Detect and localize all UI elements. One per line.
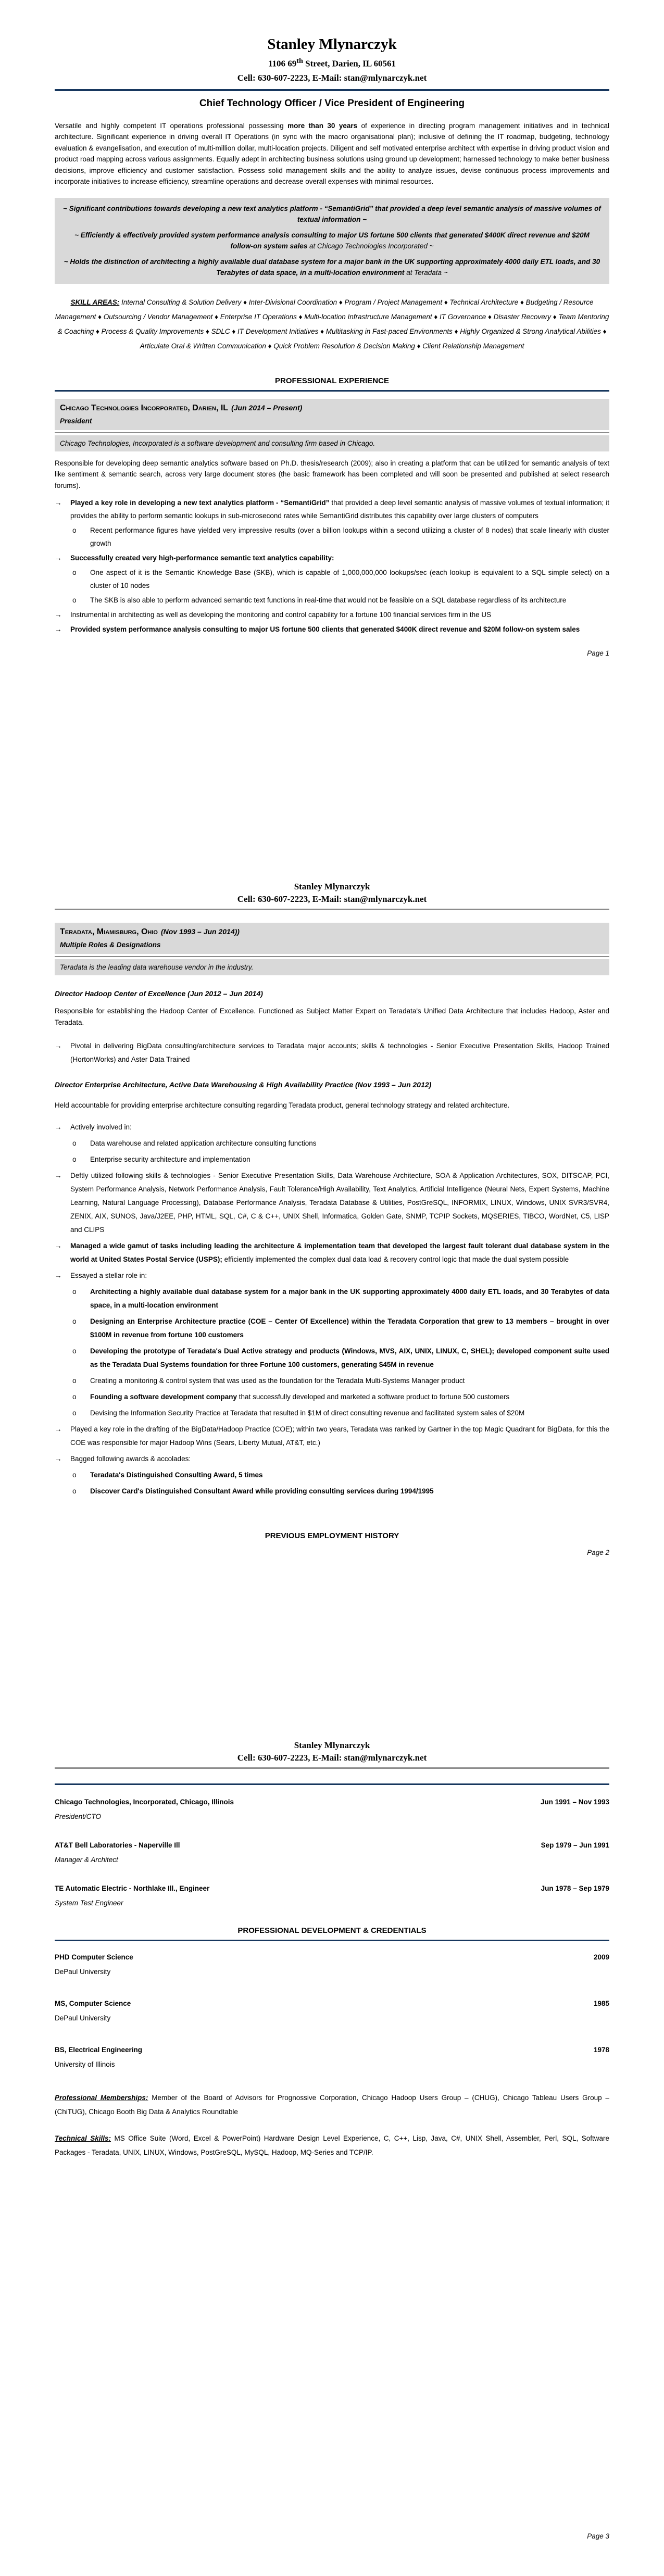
employment-company: AT&T Bell Laboratories - Naperville Ill <box>55 1841 180 1849</box>
role-intro-paragraph: Responsible for developing deep semantic analytics software based on Ph.D. thesis/research (2009); also in creating a platform that can be utilized for semantic analysis of text like sentiment & semantic search, across very large document stores (the basic framework has been completed and will soon be presented and published at select research forums). <box>55 459 609 489</box>
page-1 <box>0 0 664 859</box>
arrow-bullet-icon: → <box>55 1271 62 1279</box>
bullet-item: → Played a key role in the drafting of the BigData/Hadoop Practice (COE); within two years, Teradata was ranked by Gartner in the top Magic Quadrant for BigData, for this the COE was responsible for major Hadoop Wins (Sears, Liberty Mutual, AT&T, etc.) <box>55 1423 609 1450</box>
arrow-bullet-icon: → <box>55 1123 62 1131</box>
employment-company: Chicago Technologies, Incorporated, Chicago, Illinois <box>55 1798 234 1806</box>
bullet-item: → Essayed a stellar role in: <box>55 1269 609 1283</box>
employment-dates: Jun 1978 – Sep 1979 <box>541 1884 609 1892</box>
section-title-previous-employment: PREVIOUS EMPLOYMENT HISTORY <box>265 1531 399 1540</box>
bullet-item: → Instrumental in architecting as well as developing the monitoring and control capability for a fortune 100 financial services firm in the US <box>55 608 609 621</box>
page-3 <box>0 1717 664 2576</box>
bullet-item: → Provided system performance analysis consulting to major US fortune 500 clients that generated $400K direct revenue and $20M follow-on system sales <box>55 623 609 636</box>
candidate-name: Stanley Mlynarczyk <box>294 1740 370 1750</box>
circle-bullet-icon: o <box>72 1287 77 1296</box>
employer-name: Chicago Technologies Incorporated, Darien, IL <box>60 403 229 412</box>
education-year: 1985 <box>593 2000 609 2007</box>
skill-areas-label: SKILL AREAS: <box>70 298 120 306</box>
candidate-contact: Cell: 630-607-2223, E-Mail: stan@mlynarczyk.net <box>237 1753 427 1763</box>
page-number: Page 2 <box>587 1548 609 1556</box>
employer-header-teradata <box>55 923 609 975</box>
skill-areas-list: Internal Consulting & Solution Delivery ♦ Inter-Divisional Coordination ♦ Program / Project Management ♦ Technical Architecture ♦ Budgeting / Resource Management ♦ Outsourcing / Vendor Management ♦ Enterprise IT Operations ♦ Multi-location Infrastructure Management ♦ IT Governance ♦ Disaster Recovery ♦ Team Mentoring & Coaching ♦ Process & Quality Improvements ♦ SDLC ♦ IT Development Initiatives ♦ Multitasking in Fast-paced Environments ♦ Highly Organized & Strong Analytical Abilities ♦ Articulate Oral & Written Communication ♦ Quick Problem Resolution & Decision Making ♦ Client Relationship Management <box>55 298 609 350</box>
education-entry <box>55 1998 609 2024</box>
role-intro-paragraph: Responsible for establishing the Hadoop Center of Excellence. Functioned as Subject Matter Expert on Teradata's Unified Data Architecture that includes Hadoop, Aster and Teradata. <box>55 1007 609 1026</box>
employer-header-chicago <box>55 399 609 451</box>
sub-bullet-item: o Discover Card's Distinguished Consultant Award while providing consulting services during 1994/1995 <box>55 1485 609 1498</box>
technical-skills-paragraph: Technical Skills: MS Office Suite (Word, Excel & PowerPoint) Hardware Design Level Experience, C, C++, Lisp, Java, C#, UNIX Shell, Assembler, Perl, SQL, Software Packages - Teradata, UNIX, LINUX, Windows, PostGreSQL, MySQL, Hadoop, MQ-Series and TCP/IP. <box>55 2134 610 2156</box>
circle-bullet-icon: o <box>72 1139 77 1147</box>
bullet-item: → Actively involved in: <box>55 1121 609 1134</box>
circle-bullet-icon: o <box>72 1392 77 1401</box>
bullet-item: → Successfully created very high-performance semantic text analytics capability: <box>55 551 609 564</box>
highlight-item: ~ Significant contributions towards developing a new text analytics platform - “SemantiGrid” that provided a deep level semantic analysis of massive volumes of textual information ~ <box>63 204 601 224</box>
address-number: 1106 69 <box>268 58 297 69</box>
sub-bullet-item: o Enterprise security architecture and implementation <box>55 1153 609 1166</box>
navy-divider <box>55 390 609 392</box>
bullet-list <box>55 496 609 636</box>
bullet-item: → Bagged following awards & accolades: <box>55 1452 609 1466</box>
sub-bullet-item: o Teradata's Distinguished Consulting Award, 5 times <box>55 1468 609 1482</box>
candidate-contact: Cell: 630-607-2223, E-Mail: stan@mlynarczyk.net <box>237 894 427 904</box>
employer-name: Teradata, Miamisburg, Ohio <box>60 927 158 936</box>
circle-bullet-icon: o <box>72 569 77 577</box>
sub-bullet-item: o Creating a monitoring & control system that was used as the foundation for the Teradata Multi-Systems Manager product <box>55 1374 609 1388</box>
address-rest: Street, Darien, IL 60561 <box>303 58 396 69</box>
bullet-item: → Pivotal in delivering BigData consulting/architecture services to Teradata major accounts; skills & technologies - Senior Executive Presentation Skills, Hadoop Trained (HortonWorks) and Aster Data Trained <box>55 1039 609 1066</box>
summary-pre: Versatile and highly competent IT operations professional possessing <box>55 121 288 130</box>
employer-dates: (Jun 2014 – Present) <box>231 403 303 412</box>
sub-bullet-item: o Architecting a highly available dual database system for a major bank in the UK supporting approximately 4000 daily ETL loads, and 30 Terabytes of data space, in a multi-location environment <box>55 1285 609 1312</box>
section-title-professional-development: PROFESSIONAL DEVELOPMENT & CREDENTIALS <box>237 1926 427 1935</box>
circle-bullet-icon: o <box>72 1317 77 1325</box>
sub-bullet-item: o Designing an Enterprise Architecture practice (COE – Center Of Excellence) within the Teradata Corporation that grew to 13 members – brought in over $100M in revenue from fortune 100 customers <box>55 1315 609 1342</box>
job-title: Multiple Roles & Designations <box>60 941 161 949</box>
circle-bullet-icon: o <box>72 1409 77 1417</box>
education-degree: PHD Computer Science <box>55 1953 133 1961</box>
arrow-bullet-icon: → <box>55 1454 62 1463</box>
education-degree: BS, Electrical Engineering <box>55 2046 143 2054</box>
employment-dates: Jun 1991 – Nov 1993 <box>540 1798 609 1806</box>
employer-dates: (Nov 1993 – Jun 2014)) <box>160 927 240 936</box>
circle-bullet-icon: o <box>72 1347 77 1355</box>
circle-bullet-icon: o <box>72 1376 77 1385</box>
employment-company: TE Automatic Electric - Northlake Ill., Engineer <box>55 1884 210 1892</box>
sub-bullet-item: o The SKB is also able to perform advanced semantic text functions in real-time that would not be feasible on a SQL database regardless of its architecture <box>55 594 609 607</box>
bullet-item: → Managed a wide gamut of tasks including leading the architecture & implementation team that developed the largest fault tolerant dual database system in the world at United States Postal Service (USPS); efficiently implemented the complex dual data load & recovery control logic that made the dual system possible <box>55 1239 609 1266</box>
candidate-contact: Cell: 630-607-2223, E-Mail: stan@mlynarczyk.net <box>237 72 427 83</box>
arrow-bullet-icon: → <box>55 1042 62 1050</box>
arrow-bullet-icon: → <box>55 1241 62 1250</box>
candidate-name: Stanley Mlynarczyk <box>294 882 370 891</box>
circle-bullet-icon: o <box>72 1471 77 1479</box>
navy-divider <box>55 1940 609 1941</box>
candidate-name: Stanley Mlynarczyk <box>267 36 397 53</box>
education-school: DePaul University <box>55 1968 111 1976</box>
job-title: President <box>60 417 92 425</box>
employer-box <box>55 923 609 954</box>
sub-bullet-item: o Developing the prototype of Teradata's Dual Active strategy and products (Windows, MVS, AIX, UNIX, LINUX, C, SHEL); developed component suite used as the Teradata Dual Systems foundation for three Fortune 100 customers, generating $45M in revenue <box>55 1344 609 1372</box>
education-entry <box>55 2044 609 2070</box>
education-year: 1978 <box>593 2046 609 2054</box>
arrow-bullet-icon: → <box>55 1425 62 1433</box>
candidate-address <box>55 54 609 71</box>
bullet-item: → Played a key role in developing a new text analytics platform - “SemantiGrid” that provided a deep level semantic analysis of massive volumes of textual information; it provides the ability to perform semantic lookups in sub-microsecond rates while SemantiGrid distributes this capability over large clusters of computers <box>55 496 609 522</box>
headline-title: Chief Technology Officer / Vice President of Engineering <box>199 97 465 109</box>
section-title-professional-experience: PROFESSIONAL EXPERIENCE <box>275 376 389 385</box>
circle-bullet-icon: o <box>72 596 77 605</box>
highlight-item: ~ Efficiently & effectively provided system performance analysis consulting to major US fortune 500 clients that generated $400K direct revenue and $20M follow-on system sales at Chicago Technologies Incorporated ~ <box>74 231 590 250</box>
gray-divider <box>55 956 609 957</box>
address-ordinal: th <box>296 57 303 65</box>
gray-divider <box>55 909 609 910</box>
skill-areas <box>55 295 609 354</box>
employment-role: Manager & Architect <box>55 1856 118 1864</box>
employer-blurb: Chicago Technologies, Incorporated is a software development and consulting firm based in Chicago. <box>55 435 609 451</box>
employment-entry <box>55 1796 609 1822</box>
technical-skills-label: Technical Skills: <box>55 2134 111 2142</box>
circle-bullet-icon: o <box>72 526 77 535</box>
bullet-list <box>55 1039 609 1066</box>
highlight-item: ~ Holds the distinction of architecting a highly available dual database system for a major bank in the UK supporting approximately 4000 daily ETL loads, and 30 Terabytes of data space, in a multi-location environment at Teradata ~ <box>64 257 600 277</box>
page-number: Page 1 <box>587 649 609 658</box>
arrow-bullet-icon: → <box>55 611 62 619</box>
education-year: 2009 <box>593 1953 609 1961</box>
role-intro-paragraph: Held accountable for providing enterprise architecture consulting regarding Teradata product, general technology strategy and related architecture. <box>55 1101 510 1109</box>
arrow-bullet-icon: → <box>55 554 62 562</box>
role-title-enterprise-architecture: Director Enterprise Architecture, Active Data Warehousing & High Availability Practice (Nov 1993 – Jun 2012) <box>55 1080 432 1089</box>
highlights-box <box>55 198 609 284</box>
navy-divider <box>55 89 609 91</box>
sub-bullet-item: o Data warehouse and related application architecture consulting functions <box>55 1137 609 1150</box>
bullet-list <box>55 1121 609 1498</box>
circle-bullet-icon: o <box>72 1487 77 1495</box>
memberships-paragraph: Professional Memberships: Member of the Board of Advisors for Prognossive Corporation, Chicago Hadoop Users Group – (CHUG), Chicago Tableau Users Group – (ChiTUG), Chicago Booth Big Data & Analytics Roundtable <box>55 2094 609 2116</box>
page-number: Page 3 <box>587 2532 609 2540</box>
summary-paragraph <box>55 120 609 187</box>
bullet-item: → Deftly utilized following skills & technologies - Senior Executive Presentation Skills, Data Warehouse Architecture, SOA & Application Architectures, SOX, DITSCAP, PCI, System Performance Analysis, Network Performance Analysis, Fault Tolerance/High Availability, Text Analytics, Artificial Intelligence (Neural Nets, Expert Systems, Machine Learning, Natural Language Processing), Database Performance Analysis, Teradata Database & Utilities, PostGreSQL, INFORMIX, LINUX, Windows, UNIX SVR3/SVR4, ZENIX, AIX, SUNOS, Java/J2EE, PHP, HTML, SQL, C#, C & C++, UNIX Shell, Informatica, Golden Gate, SNMP, TCPIP Sockets, MQSERIES, TIBCO, WordNet, C5, LISP and CLIPS <box>55 1169 609 1237</box>
arrow-bullet-icon: → <box>55 1171 62 1179</box>
page-2 <box>0 859 664 1717</box>
sub-bullet-item: o Devising the Information Security Practice at Teradata that resulted in $1M of direct consulting revenue and facilitated system sales of $20M <box>55 1406 609 1420</box>
arrow-bullet-icon: → <box>55 499 62 507</box>
gray-divider <box>55 1767 609 1769</box>
navy-divider <box>55 1783 609 1785</box>
summary-post: of experience in directing program management initiatives and in technical architecture. Significant experience in driving overall IT Operations (in sync with the macro organisational plan); inclusive of defining the IT roadmap, budgeting, technology evaluation & evangelisation, and execution of multi-million dollar, multi-location projects. Diligent and self motivated enterprise architect with expertise in driving product vision and product road mapping across various assignments. Equally adept in architecting business solutions using ground up development; harnessed technology to make better business decisions, improve efficiency and customer satisfaction. Possess solid management skills and the ability to analyze issues, devise continuous process improvements and incorporate initiatives to increase efficiency, streamline operations and decrease overall expenses with minimal resources. <box>55 121 610 186</box>
sub-bullet-item: o One aspect of it is the Semantic Knowledge Base (SKB), which is capable of 1,000,000,000 lookups/sec (each lookup is equivalent to a SQL simple select) on a cluster of 10 nodes <box>55 566 609 592</box>
summary-bold: more than 30 years <box>287 121 358 130</box>
employment-role: System Test Engineer <box>55 1899 123 1907</box>
circle-bullet-icon: o <box>72 1155 77 1163</box>
education-school: University of Illinois <box>55 2060 115 2068</box>
employer-blurb: Teradata is the leading data warehouse vendor in the industry. <box>55 959 609 975</box>
employment-role: President/CTO <box>55 1813 102 1820</box>
employer-box <box>55 399 609 430</box>
memberships-label: Professional Memberships: <box>55 2094 148 2102</box>
employment-dates: Sep 1979 – Jun 1991 <box>541 1841 609 1849</box>
sub-bullet-item: o Founding a software development company that successfully developed and marketed a software product to fortune 500 customers <box>55 1390 609 1404</box>
role-title-hadoop-coe: Director Hadoop Center of Excellence (Jun 2012 – Jun 2014) <box>55 989 263 998</box>
education-degree: MS, Computer Science <box>55 2000 131 2007</box>
employment-entry <box>55 1883 609 1908</box>
education-school: DePaul University <box>55 2014 111 2022</box>
arrow-bullet-icon: → <box>55 625 62 634</box>
gray-divider <box>55 432 609 433</box>
education-entry <box>55 1952 609 1977</box>
employment-entry <box>55 1840 609 1865</box>
sub-bullet-item: o Recent performance figures have yielded very impressive results (over a billion lookups within a second utilizing a cluster of 8 nodes) that scale linearly with cluster growth <box>55 524 609 550</box>
